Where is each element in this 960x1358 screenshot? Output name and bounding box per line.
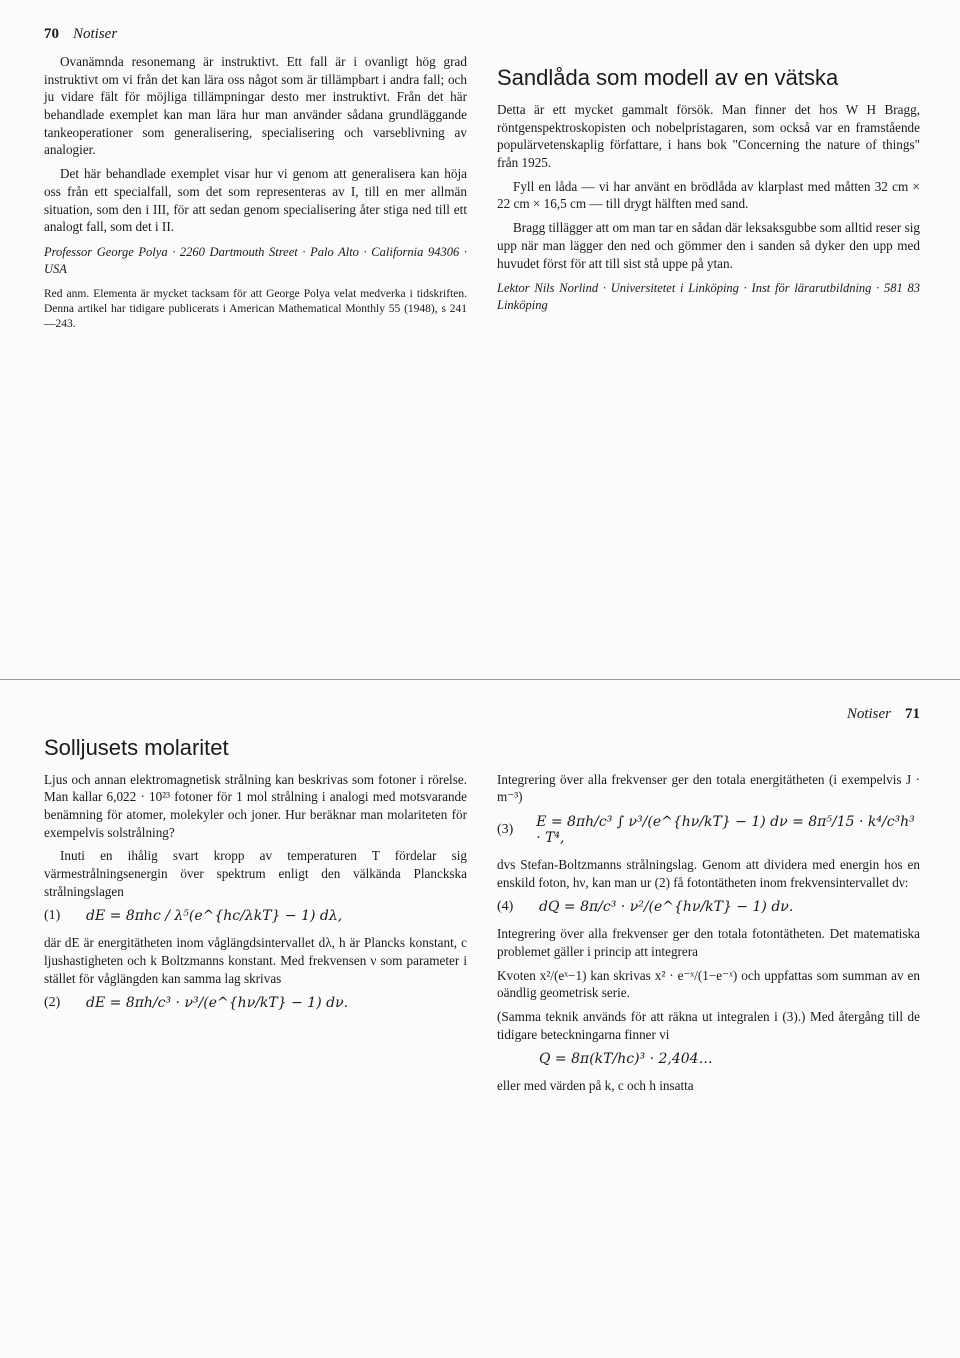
- right-column-2: [497, 771, 920, 1102]
- editor-note: Red anm. Elementa är mycket tacksam för att George Polya velat medverka i tidskriften. Denna artikel har tidigare publicerats i American Mathematical Monthly 55 (1948), s 241—243.: [44, 288, 467, 331]
- article-heading: Sandlåda som modell av en vätska: [497, 65, 839, 90]
- page-number: 70: [44, 26, 59, 42]
- equation-formula: dE = 8πh/c³ · ν³/(e^{hν/kT} − 1) dν.: [86, 995, 349, 1012]
- right-columns: [44, 771, 920, 1102]
- paragraph: dvs Stefan-Boltzmanns strålningslag. Genom att dividera med energin hos en enskild foton, hν, kan man ur (2) få fotontätheten inom frekvensintervallet dν:: [497, 856, 920, 890]
- paragraph: Ljus och annan elektromagnetisk strålning kan beskrivas som fotoner i rörelse. Man kallar 6,022 · 10²³ fotoner för 1 mol strålning i analogi med motsvarande benämning för atomer, molekyler och joner. Hur beräknar man molariteten för exempelvis solstrålning?: [44, 771, 467, 840]
- paragraph: (Samma teknik används för att räkna ut integralen i (3).) Med återgång till de tidigare beteckningarna finner vi: [497, 1009, 920, 1042]
- equation-number: (3): [497, 821, 514, 837]
- equation-1: [44, 908, 467, 924]
- right-column-1: [44, 771, 467, 1102]
- paragraph: eller med värden på k, c och h insatta: [497, 1078, 694, 1094]
- left-folio: [44, 26, 920, 43]
- equation-formula: dE = 8πhc / λ⁵(e^{hc/λkT} − 1) dλ,: [86, 908, 343, 925]
- paragraph: Det här behandlade exemplet visar hur vi genom att generalisera kan höja oss från ett specialfall, som det som representeras av I, till en mer allmän situation, som den i III, för att sedan genom specialisering åter stiga ned till ett analogt fall, som det i II.: [44, 166, 467, 235]
- paragraph: Ovanämnda resonemang är instruktivt. Ett fall är i ovanligt hög grad instruktivt om vi från det kan lära oss något som är tillämpbart i andra fall; och ju vidare fält för möjliga tillämpningar desto mer instruktivt. Från det här behandlade exemplet kan man lära hur man använder sådana grundläggande tankeoperationer som generalisering, specialisering och varseblivning av analogier.: [44, 54, 467, 158]
- equation-number: (2): [44, 995, 61, 1011]
- right-folio: [44, 706, 920, 723]
- equation-formula: Q = 8π(kT/hc)³ · 2,404…: [539, 1051, 713, 1068]
- page-number: 71: [905, 705, 920, 722]
- paragraph: Fyll en låda — vi har använt en brödlåda av klarplast med måtten 32 cm × 22 cm × 16,5 cm — till drygt hälften med sand.: [497, 178, 920, 212]
- paragraph: Detta är ett mycket gammalt försök. Man finner det hos W H Bragg, röntgenspektroskopisten och nobelpristagaren, som också var en framstående populärvetenskaplig författare, i hans bok "Concerning the nature of things" från 1925.: [497, 102, 920, 171]
- equation-3: [497, 814, 920, 846]
- article-heading: Solljusets molaritet: [44, 734, 229, 760]
- equation-2: [44, 995, 467, 1011]
- equation-formula: dQ = 8π/c³ · ν²/(e^{hν/kT} − 1) dν.: [539, 899, 794, 916]
- equation-number: (4): [497, 899, 514, 915]
- author-signature: Professor George Polya · 2260 Dartmouth Street · Palo Alto · California 94306 · USA: [44, 244, 467, 276]
- paragraph: Integrering över alla frekvenser ger den totala energitätheten (i exempelvis J · m⁻³): [497, 771, 920, 805]
- right-page: [0, 679, 960, 1358]
- left-columns: [44, 53, 920, 338]
- equation-4: [497, 899, 920, 915]
- left-column-2: [497, 53, 920, 338]
- running-head: Notiser: [73, 26, 118, 42]
- running-head: Notiser: [846, 705, 891, 722]
- paragraph: Inuti en ihålig svart kropp av temperaturen T fördelar sig värmestrålningsenergin över spektrum enligt den välkända Planckska strålningslagen: [44, 848, 467, 899]
- paragraph: Kvoten x²/(eˣ−1) kan skrivas x² · e⁻ˣ/(1−e⁻ˣ) och uppfattas som summan av en oändlig geometrisk serie.: [497, 967, 920, 1001]
- equation-q: [497, 1051, 920, 1067]
- paragraph: Bragg tillägger att om man tar en sådan där leksaksgubbe som alltid reser sig upp när man lägger den ned och gömmer den i sanden så dyker den upp med huvudet först för att till sist stå uppe på ytan.: [497, 220, 920, 271]
- left-column-1: [44, 53, 467, 338]
- paragraph: där dE är energitätheten inom våglängdsintervallet dλ, h är Plancks konstant, c ljushastigheten och k Boltzmanns konstant. Med frekvensen ν som parameter i stället för våglängden kan samma lag skrivas: [44, 935, 467, 986]
- equation-number: (1): [44, 908, 61, 924]
- author-signature: Lektor Nils Norlind · Universitetet i Linköping · Inst för lärarutbildning · 581 83 Linköping: [497, 281, 920, 312]
- paragraph: Integrering över alla frekvenser ger den totala fotontätheten. Det matematiska problemet gäller i princip att integrera: [497, 926, 920, 959]
- equation-formula: E = 8πh/c³ ∫ ν³/(e^{hν/kT} − 1) dν = 8π⁵/15 · k⁴/c³h³ · T⁴,: [536, 813, 915, 846]
